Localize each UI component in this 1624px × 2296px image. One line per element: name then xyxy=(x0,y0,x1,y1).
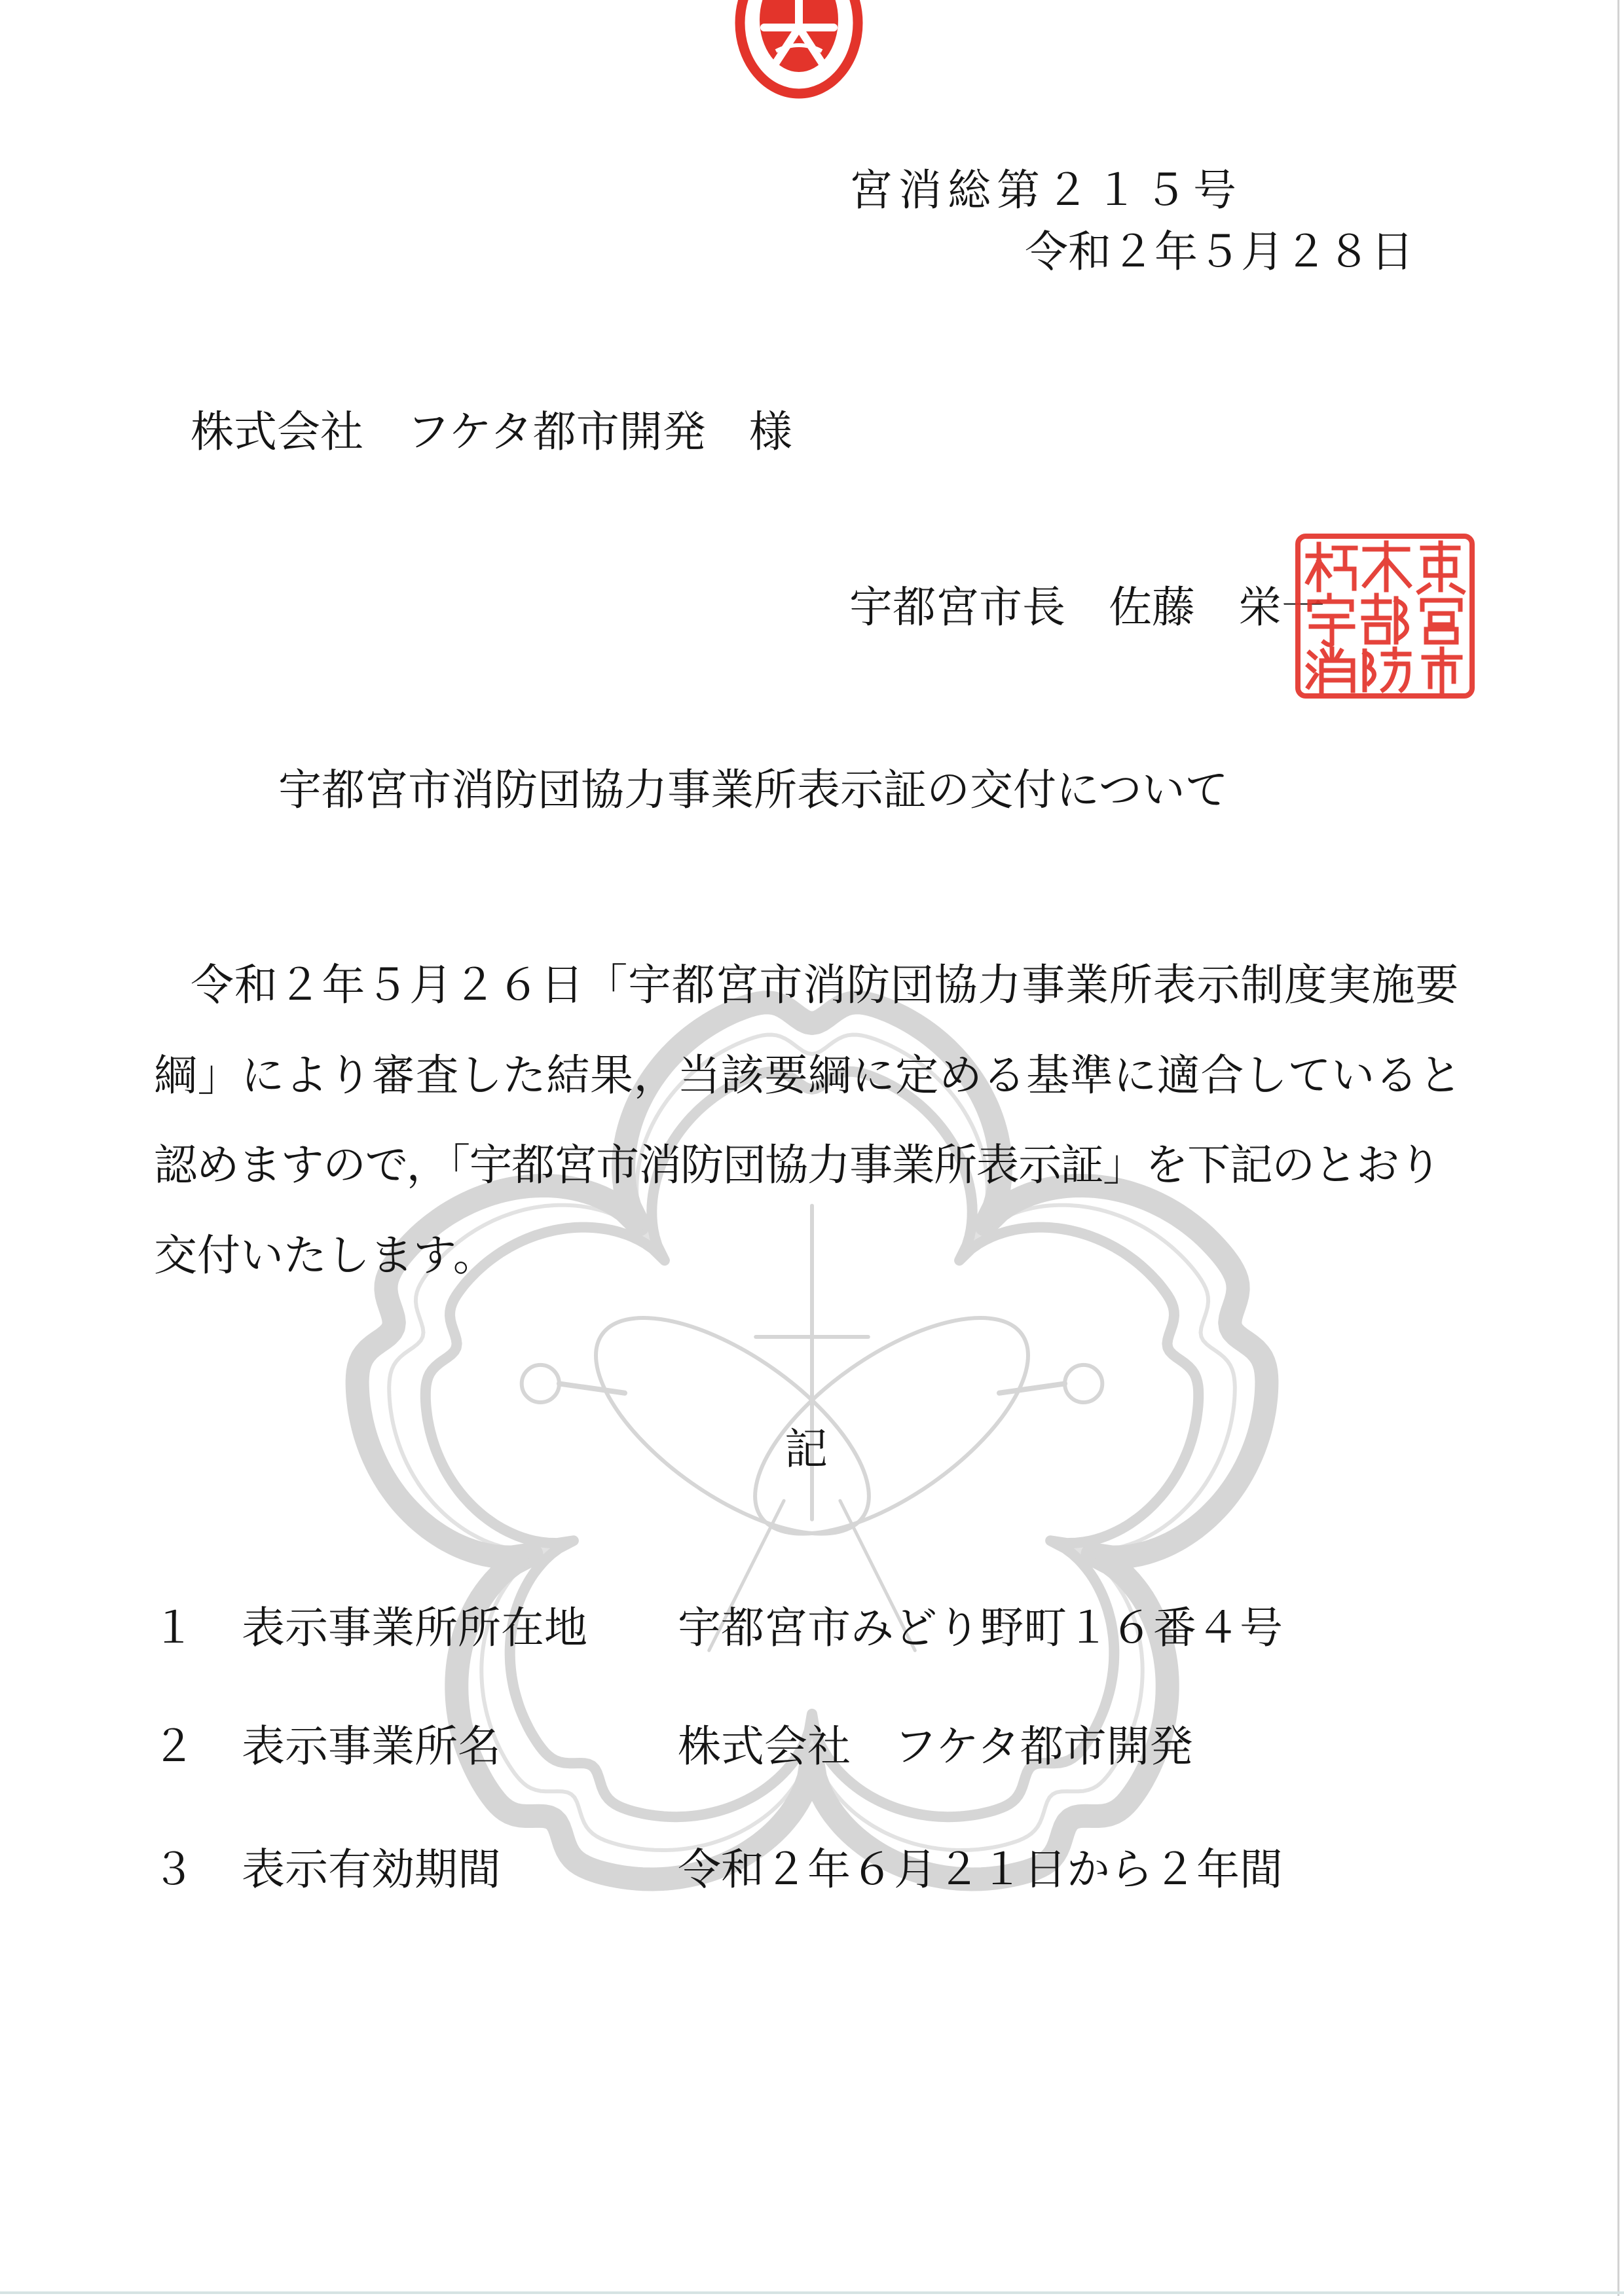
emblem-torch-right xyxy=(1065,1365,1102,1402)
item-number: ３ xyxy=(152,1844,195,1895)
item-value: 令和２年６月２１日から２年間 xyxy=(678,1844,1283,1895)
item-row xyxy=(0,1844,1624,1895)
recipient: 株式会社 フケタ都市開発 様 xyxy=(191,407,792,457)
item-row xyxy=(0,1603,1624,1653)
official-seal xyxy=(1291,530,1479,702)
body-line: 認めますので，「宇都宮市消防団協力事業所表示証」を下記のとおり xyxy=(154,1140,1441,1190)
body-line: 綱」により審査した結果，当該要綱に定める基準に適合していると xyxy=(154,1050,1462,1101)
body-line: 交付いたします。 xyxy=(154,1230,496,1281)
emblem-torch-left-handle xyxy=(559,1383,625,1393)
emblem-loop-right xyxy=(721,1277,1062,1575)
item-label: 表示事業所名 xyxy=(242,1721,501,1772)
body-line: 令和２年５月２６日「宇都宮市消防団協力事業所表示制度実施要 xyxy=(191,960,1460,1010)
issue-date: 令和２年５月２８日 xyxy=(1025,227,1414,277)
emblem-torch-left xyxy=(522,1365,559,1402)
scan-edge-right xyxy=(1617,0,1619,2296)
item-label: 表示事業所所在地 xyxy=(242,1603,587,1653)
item-number: １ xyxy=(152,1603,195,1653)
item-label: 表示有効期間 xyxy=(242,1844,501,1895)
scan-edge-bottom xyxy=(0,2291,1624,2294)
item-row xyxy=(0,1721,1624,1772)
reference-number: 宮消総第２１５号 xyxy=(849,165,1242,215)
top-stamp-seal xyxy=(730,0,868,101)
item-value: 株式会社 フケタ都市開発 xyxy=(678,1721,1193,1772)
item-number: ２ xyxy=(152,1721,195,1772)
sender: 宇都宮市長 佐藤 栄一 xyxy=(849,582,1325,632)
emblem-loop-left xyxy=(562,1277,903,1575)
item-value: 宇都宮市みどり野町１６番４号 xyxy=(678,1603,1283,1653)
ki-heading: 記 xyxy=(784,1424,828,1474)
subject-title: 宇都宮市消防団協力事業所表示証の交付について xyxy=(278,765,1228,815)
emblem-torch-right-handle xyxy=(999,1383,1065,1393)
